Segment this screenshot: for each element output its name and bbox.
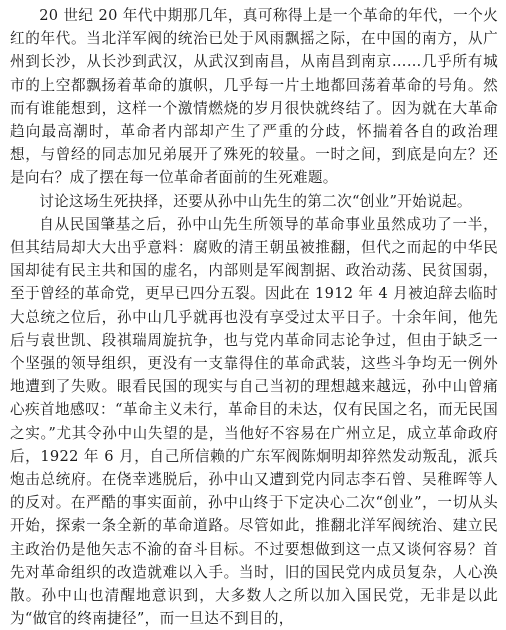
paragraph-intro: 20 世纪 20 年代中期那几年，真可称得上是一个革命的年代，一个火红的年代。当北洋军阀的统治已处于风雨飘摇之际，在中国的南方，从广州到长沙，从长沙到武汉，从武汉到南昌，从南昌到南京……几乎所有城市的上空都飘扬着革命的旗帜，几乎每一片土地都回荡着革命的号角。然而有谁能想到，这样一个激情燃烧的岁月很快就终结了。因为就在大革命趋向最高潮时，革命者内部却产生了严重的分歧，怀揣着各自的政治理想，与曾经的同志加兄弟展开了殊死的较量。一时之间，到底是向左？还是向右？成了摆在每一位革命者面前的生死难题。 [10,7,498,187]
paragraph-history: 自从民国肇基之后，孙中山先生所领导的革命事业虽然成功了一半，但其结局却大大出乎意料：腐败的清王朝虽被推翻，但代之而起的中华民国却徒有民主共和国的虚名，内部则是军阀割据、政治动荡、民贫国弱，至于曾经的革命党，更早已四分五裂。因此在 1912 年 4 月被迫辞去临时大总统之位后，孙中山几乎就再也没有享受过太平日子。十余年间，他先后与袁世凯、段祺瑞周旋抗争，也与党内革命同志论争过，但由于缺乏一个坚强的领导组织，更没有一支靠得住的革命武装，这些斗争均无一例外地遭到了失败。眼看民国的现实与自己当初的理想越来越远，孙中山曾痛心疾首地感叹：“革命主义未行，革命目的未达，仅有民国之名，而无民国之实。”尤其令孙中山失望的是，当他好不容易在广州立足，成立革命政府后，1922 年 6 月，自己所信赖的广东军阀陈炯明却猝然发动叛乱，派兵炮击总统府。在侥幸逃脱后，孙中山又遭到党内同志李石曾、吴稚晖等人的反对。在严酷的事实面前，孙中山终于下定决心二次“创业”，一切从头开始，探索一条全新的革命道路。尽管如此，推翻北洋军阀统治、建立民主政治仍是他矢志不渝的奋斗目标。不过要想做到这一点又谈何容易？首先对革命组织的改造就难以入手。当时，旧的国民党内成员复杂，人心涣散。孙中山也清醒地意识到，大多数人之所以加入国民党，无非是以此为“做官的终南捷径”，而一旦达不到目的， [10,215,498,628]
paragraph-transition: 讨论这场生死抉择，还要从孙中山先生的第二次“创业”开始说起。 [39,192,472,210]
